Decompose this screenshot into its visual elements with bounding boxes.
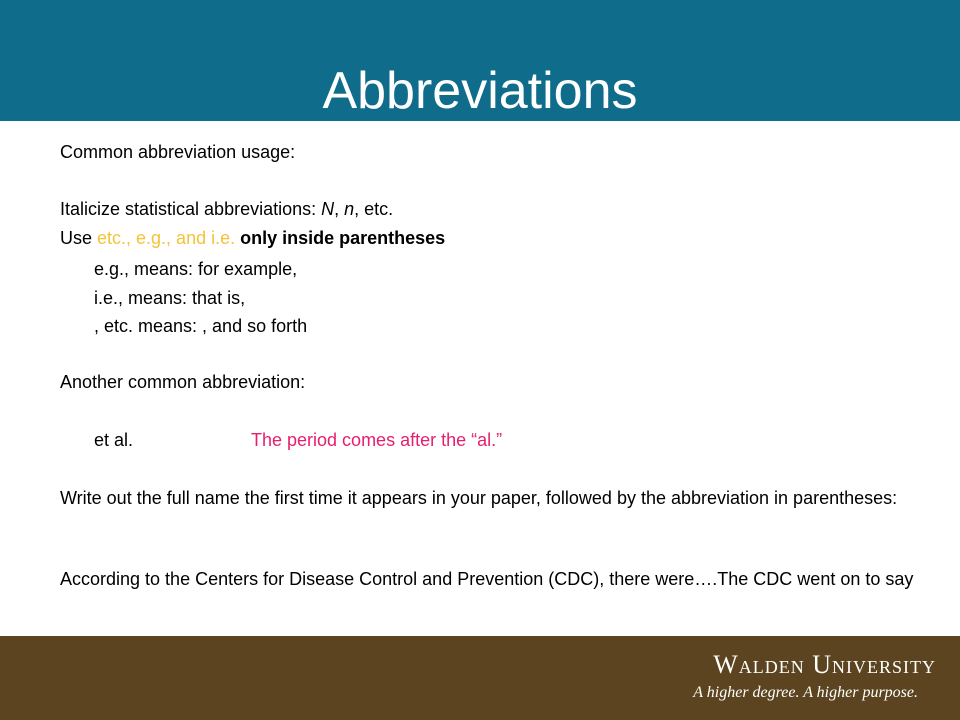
italicize-lower-n: n — [344, 199, 355, 219]
write-out-paragraph: Write out the full name the first time it appears in your paper, followed by the abbreviation in parentheses: — [60, 488, 898, 508]
another-line: Another common abbreviation: — [60, 372, 306, 392]
footer-band — [0, 636, 960, 720]
italicize-capital-n: N — [321, 199, 335, 219]
walden-logo-tagline: A higher degree. A higher purpose. — [693, 684, 918, 701]
italicize-prefix: Italicize statistical abbreviations: — [60, 199, 322, 219]
slide-title: Abbreviations — [322, 62, 638, 120]
italicize-separator: , — [334, 199, 345, 219]
walden-logo-name: Walden University — [713, 650, 936, 679]
use-line — [60, 227, 920, 249]
etc-line: , etc. means: , and so forth — [94, 316, 308, 336]
etal-term: et al. — [94, 430, 134, 450]
according-paragraph: According to the Centers for Disease Control and Prevention (CDC), there were….The CDC went on to say — [60, 569, 914, 589]
use-highlight: etc., e.g., and i.e. — [97, 228, 236, 248]
etal-note: The period comes after the “al.” — [251, 430, 503, 450]
italicize-suffix: , etc. — [354, 199, 394, 219]
use-prefix: Use — [60, 228, 98, 248]
italicize-line — [60, 198, 920, 220]
intro-line: Common abbreviation usage: — [60, 142, 296, 162]
use-bold: only inside parentheses — [235, 228, 446, 248]
eg-line: e.g., means: for example, — [94, 259, 298, 279]
ie-line: i.e., means: that is, — [94, 288, 246, 308]
etal-line — [94, 429, 954, 451]
